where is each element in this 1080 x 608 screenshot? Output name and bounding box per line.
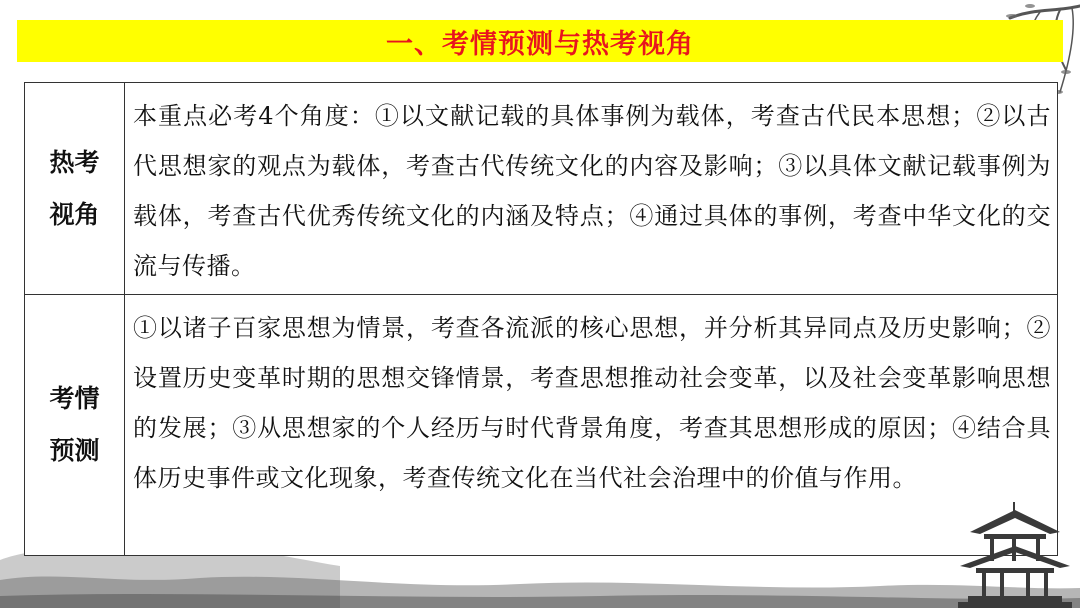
row-content-cell xyxy=(125,295,1057,555)
row-header-label: 考情预测 xyxy=(49,384,100,465)
row-header-cell xyxy=(25,83,125,294)
row-content-text: ①以诸子百家思想为情景，考查各流派的核心思想，并分析其异同点及历史影响；②设置历史变革时期的思想交锋情景，考查思想推动社会变革，以及社会变革影响思想的发展；③从思想家的个人经历与时代背景角度，考查其思想形成的原因；④结合具体历史事件或文化现象，考查传统文化在当代社会治理中的价值与作用。 xyxy=(133,314,1051,492)
row-content-text: 本重点必考4个角度：①以文献记载的具体事例为载体，考查古代民本思想；②以古代思想家的观点为载体，考查古代传统文化的内容及影响；③以具体文献记载事例为载体，考查古代优秀传统文化的内涵及特点；④通过具体的事例，考查中华文化的交流与传播。 xyxy=(133,102,1051,280)
title-banner xyxy=(17,20,1063,62)
table-row-hot-angle xyxy=(25,83,1057,295)
row-header-cell xyxy=(25,295,125,555)
row-header-label: 热考视角 xyxy=(49,147,100,229)
page-title: 一、考情预测与热考视角 xyxy=(386,28,694,60)
row-content-cell xyxy=(125,83,1057,294)
content-table xyxy=(24,82,1058,556)
table-row-forecast xyxy=(25,295,1057,555)
